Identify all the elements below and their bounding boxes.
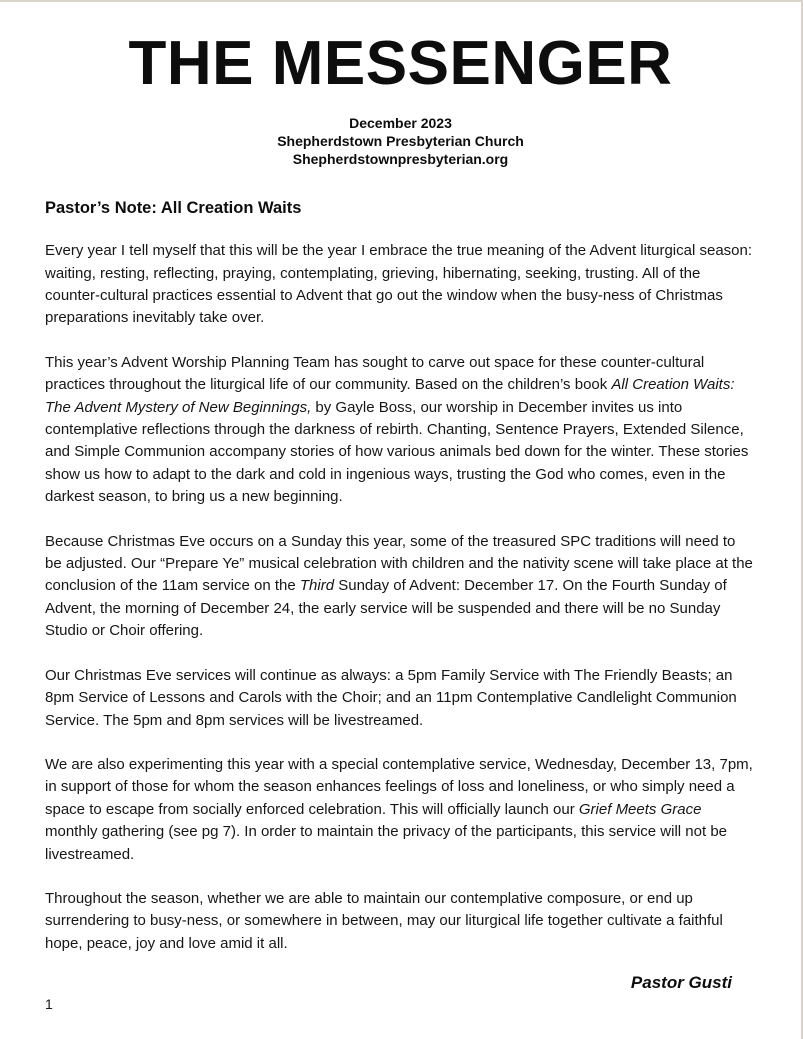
paragraph [45, 754, 756, 866]
paragraph [45, 888, 756, 955]
signature: Pastor Gusti [630, 973, 732, 993]
article-body [45, 240, 756, 955]
paragraph [45, 665, 756, 732]
article [45, 198, 756, 993]
article-heading: Pastor’s Note: All Creation Waits [45, 199, 302, 218]
page-number: 1 [45, 996, 53, 1012]
paragraph [45, 240, 756, 330]
text-run: Every year I tell myself that this will be the year I embrace the true meaning of the Advent liturgical season: waiting, resting, reflecting, praying, contemplating, grieving, hibernating, seeking, trusting. All of the counter-cultural practices essential to Advent that go out the window when the busy-ness of Christmas preparations inevitably take over. [45, 242, 753, 327]
text-run: Because Christmas Eve occurs on a Sunday this year, some of the treasured SPC traditions will need to be adjusted. Our “Prepare Ye” musical celebration with children and the nativity scene will take place at the conclusion of the 11am service on the [45, 532, 753, 595]
organization-website: Shepherdstownpresbyterian.org [292, 151, 509, 168]
issue-date: December 2023 [349, 115, 452, 132]
paragraph [45, 352, 756, 509]
newsletter-title: THE MESSENGER [128, 29, 673, 98]
italic-text-run: Grief Meets Grace [578, 800, 702, 818]
italic-text-run: All Creation Waits: The Advent Mystery of New Beginnings, [45, 376, 735, 416]
organization-name: Shepherdstown Presbyterian Church [277, 133, 524, 150]
text-run: We are also experimenting this year with a special contemplative service, Wednesday, December 13, 7pm, in support of those for whom the season enhances feelings of loss and loneliness, or who simply need a space to escape from socially enforced celebration. This will officially launch our [45, 755, 753, 818]
text-run: monthly gathering (see pg 7). In order to maintain the privacy of the participants, this service will not be livestreamed. [45, 823, 728, 863]
masthead [45, 30, 756, 168]
text-run: Our Christmas Eve services will continue as always: a 5pm Family Service with The Friendly Beasts; an 8pm Service of Lessons and Carols with the Choir; and an 11pm Contemplative Candlelight Communion Service. The 5pm and 8pm services will be livestreamed. [45, 666, 737, 729]
masthead-subtitle [45, 114, 756, 168]
text-run: Sunday of Advent: December 17. On the Fourth Sunday of Advent, the morning of December 24, the early service will be suspended and there will be no Sunday Studio or Choir offering. [45, 577, 727, 640]
italic-text-run: Third [299, 577, 335, 595]
text-run: by Gayle Boss, our worship in December invites us into contemplative reflections through the darkness of rebirth. Chanting, Sentence Prayers, Extended Silence, and Simple Communion accompany stories of how various animals bed down for the winter. These stories show us how to adapt to the dark and cold in ingenious ways, trusting the God who comes, even in the darkest season, to bring us a new beginning. [45, 398, 749, 506]
paragraph [45, 531, 756, 643]
text-run: Throughout the season, whether we are able to maintain our contemplative composure, or end up surrendering to busy-ness, or somewhere in between, may our liturgical life together cultivate a faithful hope, peace, joy and love amid it all. [45, 889, 723, 952]
text-run: This year’s Advent Worship Planning Team has sought to carve out space for these counter-cultural practices throughout the liturgical life of our community. Based on the children’s book [45, 353, 705, 394]
